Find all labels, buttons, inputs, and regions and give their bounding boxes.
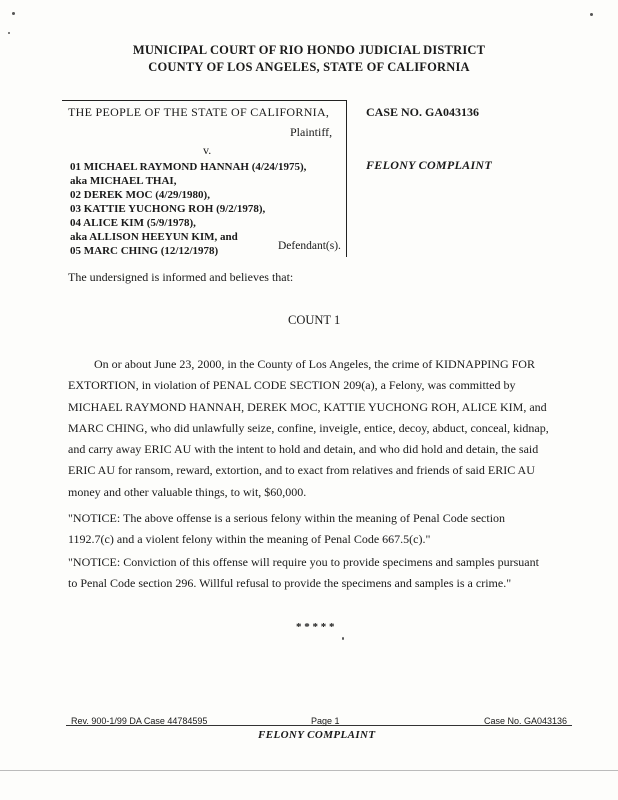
- case-number: CASE NO. GA043136: [366, 105, 480, 119]
- footer-rev: Rev. 900-1/99 DA Case 44784595: [71, 716, 208, 726]
- court-county: COUNTY OF LOS ANGELES, STATE OF CALIFORNIA: [148, 60, 470, 74]
- scan-speck: [342, 637, 344, 640]
- scan-edge-line: [0, 770, 618, 771]
- body-line: On or about June 23, 2000, in the County of Los Angeles, the crime of KIDNAPPING FOR: [94, 357, 535, 371]
- body-line: and carry away ERIC AU with the intent to hold and detain, and who did hold and detain, the said: [68, 442, 539, 456]
- footer-document-type: FELONY COMPLAINT: [258, 729, 376, 741]
- footer-case: Case No. GA043136: [484, 716, 568, 726]
- caption-defendant-label: Defendant(s).: [278, 240, 341, 252]
- caption-versus: v.: [203, 143, 212, 157]
- scan-speck: [12, 12, 15, 15]
- body-line: EXTORTION, in violation of PENAL CODE SECTION 209(a), a Felony, was committed by: [68, 378, 516, 392]
- body-line: money and other valuable things, to wit, $60,000.: [68, 485, 307, 499]
- notice-line: "NOTICE: Conviction of this offense will require you to provide specimens and samples pursuant: [68, 555, 539, 569]
- caption-plaintiff: Plaintiff,: [290, 125, 333, 139]
- footer-page: Page 1: [311, 716, 340, 726]
- court-name: MUNICIPAL COURT OF RIO HONDO JUDICIAL DISTRICT: [132, 43, 486, 57]
- defendant-line: 05 MARC CHING (12/12/1978): [70, 245, 219, 257]
- body-line: MICHAEL RAYMOND HANNAH, DEREK MOC, KATTIE YUCHONG ROH, ALICE KIM, and: [68, 400, 547, 414]
- count-title: COUNT 1: [288, 313, 341, 327]
- body-line: MARC CHING, who did unlawfully seize, confine, inveigle, entice, decoy, abduct, conceal, kidnap,: [68, 421, 549, 435]
- intro-text: The undersigned is informed and believes that:: [68, 270, 294, 284]
- defendant-line: aka ALLISON HEEYUN KIM, and: [70, 231, 238, 243]
- defendant-line: 03 KATTIE YUCHONG ROH (9/2/1978),: [70, 203, 266, 215]
- caption-people: THE PEOPLE OF THE STATE OF CALIFORNIA,: [68, 105, 330, 119]
- notice-line: "NOTICE: The above offense is a serious felony within the meaning of Penal Code section: [68, 511, 506, 525]
- defendant-line: 04 ALICE KIM (5/9/1978),: [70, 217, 196, 229]
- notice-line: to Penal Code section 296. Willful refusal to provide the specimens and samples is a crime.": [68, 576, 512, 590]
- scan-speck: [8, 32, 10, 34]
- scan-speck: [590, 13, 593, 16]
- body-line: ERIC AU for ransom, reward, extortion, and to exact from relatives and friends of said ERIC AU: [68, 463, 535, 477]
- document-type: FELONY COMPLAINT: [366, 158, 493, 172]
- notice-line: 1192.7(c) and a violent felony within the meaning of Penal Code 667.5(c).": [68, 532, 431, 546]
- end-marks: * * * * *: [296, 621, 335, 633]
- defendant-line: 01 MICHAEL RAYMOND HANNAH (4/24/1975),: [70, 161, 307, 173]
- defendant-line: aka MICHAEL THAI,: [70, 175, 177, 187]
- defendant-line: 02 DEREK MOC (4/29/1980),: [70, 189, 210, 201]
